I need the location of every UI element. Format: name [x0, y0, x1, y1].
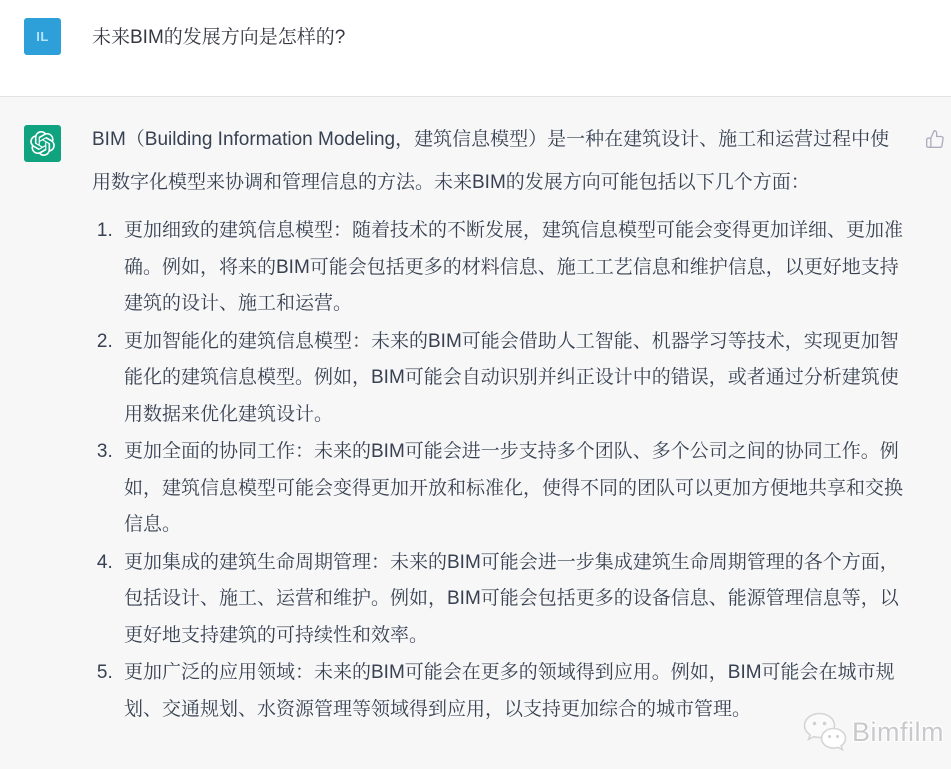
user-message-text: 未来BIM的发展方向是怎样的? — [92, 27, 346, 48]
watermark-label: Bimfilm — [852, 716, 944, 747]
user-avatar — [24, 18, 61, 55]
assistant-intro-paragraph: BIM（Building Information Modeling，建筑信息模型）是一种在建筑设计、施工和运营过程中使用数字化模型来协调和管理信息的方法。未来BIM的发展方向可能包括以下几个方面： — [92, 129, 890, 193]
user-avatar-initials: IL — [36, 29, 49, 44]
list-item: 4. 更加集成的建筑生命周期管理：未来的BIM可能会进一步集成建筑生命周期管理的各个方面，包括设计、施工、运营和维护。例如，BIM可能会包括更多的设备信息、能源管理信息等，以更好地支持建筑的可持续性和效率。 — [118, 545, 906, 655]
list-item: 5. 更加广泛的应用领域：未来的BIM可能会在更多的领域得到应用。例如，BIM可能会在城市规划、交通规划、水资源管理等领域得到应用，以支持更加综合的城市管理。 — [118, 655, 906, 728]
assistant-points-list — [92, 213, 906, 728]
assistant-message-content — [92, 125, 906, 729]
list-item: 3. 更加全面的协同工作：未来的BIM可能会进一步支持多个团队、多个公司之间的协同工作。例如，建筑信息模型可能会变得更加开放和标准化，使得不同的团队可以更加方便地共享和交换信息。 — [118, 434, 906, 544]
openai-logo-icon — [30, 131, 55, 156]
thumbs-up-button[interactable] — [923, 128, 947, 152]
chatgpt-avatar — [24, 125, 61, 162]
list-item: 1. 更加细致的建筑信息模型：随着技术的不断发展，建筑信息模型可能会变得更加详细、更加准确。例如，将来的BIM可能会包括更多的材料信息、施工工艺信息和维护信息，以更好地支持建筑的设计、施工和运营。 — [118, 213, 906, 323]
thumbs-up-icon — [925, 129, 945, 149]
user-message-row — [0, 0, 951, 97]
list-item: 2. 更加智能化的建筑信息模型：未来的BIM可能会借助人工智能、机器学习等技术，实现更加智能化的建筑信息模型。例如，BIM可能会自动识别并纠正设计中的错误，或者通过分析建筑使用数据来优化建筑设计。 — [118, 324, 906, 434]
assistant-message-row — [0, 97, 951, 768]
